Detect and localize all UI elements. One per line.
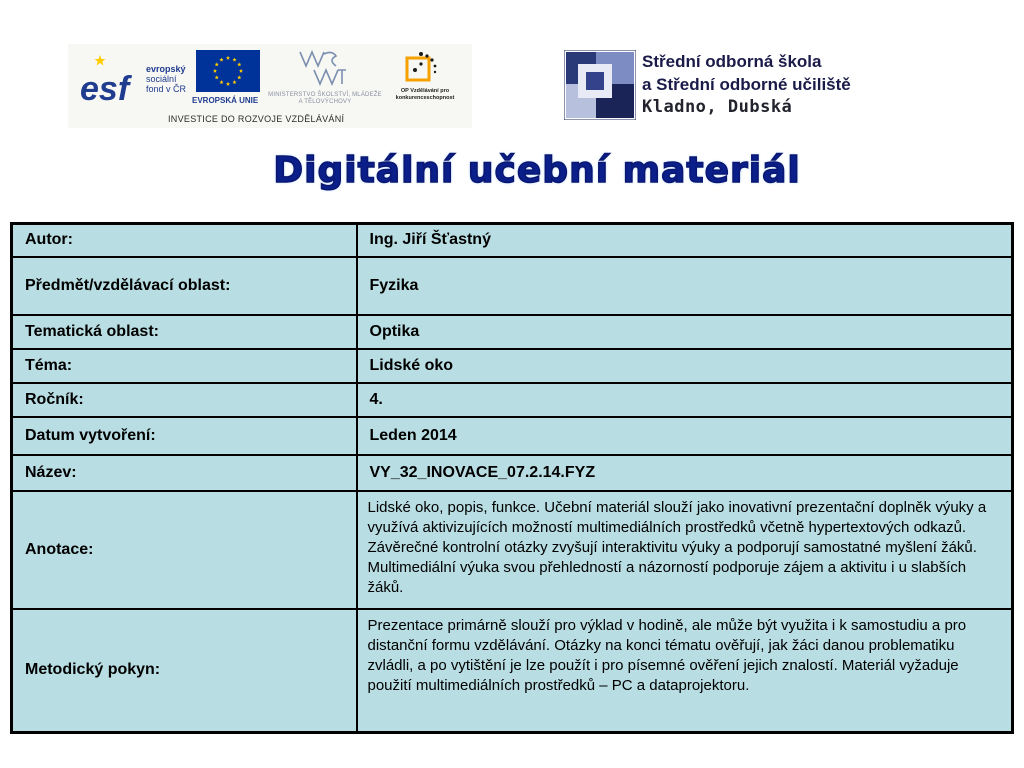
table-row bbox=[12, 257, 1013, 315]
row-label: Autor: bbox=[12, 224, 357, 257]
row-label: Metodický pokyn: bbox=[12, 609, 357, 733]
esf-line: fond v ČR bbox=[146, 84, 187, 94]
school-name-line3: Kladno, Dubská bbox=[642, 97, 793, 117]
row-value: VY_32_INOVACE_07.2.14.FYZ bbox=[357, 455, 1013, 491]
table-row bbox=[12, 315, 1013, 349]
school-name bbox=[642, 50, 851, 119]
row-value: Prezentace primárně slouží pro výklad v hodině, ale může být využita i k samostudiu a pro distanční formu vzdělávání. Otázky na konci tématu ověřují, jak žáci danou problematiku zvládli, a po vytištění je lze použít i pro písemné ověření jejich znalostí. Materiál vyžaduje použití multimediálních prostředků – PC a dataprojektoru. bbox=[357, 609, 1013, 733]
opvk-caption: OP Vzdělávání pro konkurenceschopnost bbox=[395, 88, 455, 101]
table-row bbox=[12, 349, 1013, 383]
row-label: Téma: bbox=[12, 349, 357, 383]
table-row bbox=[12, 383, 1013, 417]
msmt-logo-icon bbox=[294, 48, 350, 88]
svg-text:esf: esf bbox=[80, 70, 130, 104]
investice-caption: INVESTICE DO ROZVOJE VZDĚLÁVÁNÍ bbox=[168, 114, 345, 124]
row-label: Předmět/vzdělávací oblast: bbox=[12, 257, 357, 315]
table-row bbox=[12, 491, 1013, 609]
logo-strip bbox=[68, 44, 472, 128]
row-label: Ročník: bbox=[12, 383, 357, 417]
row-value: Optika bbox=[357, 315, 1013, 349]
row-value: Ing. Jiří Šťastný bbox=[357, 224, 1013, 257]
row-value: 4. bbox=[357, 383, 1013, 417]
row-value: Leden 2014 bbox=[357, 417, 1013, 455]
row-value: Lidské oko, popis, funkce. Učební materiál slouží jako inovativní prezentační doplněk výuky a využívá aktivizujících možností multimediálních prostředků včetně hypertextových odkazů. Závěrečné kontrolní otázky zvyšují interaktivitu výuky a podporují samostatné myšlení žáků. Multimediální výuka svou přehledností a názorností podporuje zájem a aktivitu i u slabších žáků. bbox=[357, 491, 1013, 609]
esf-line: sociální bbox=[146, 74, 177, 84]
row-label: Název: bbox=[12, 455, 357, 491]
eu-flag-icon bbox=[196, 50, 260, 92]
esf-line: evropský bbox=[146, 64, 186, 74]
row-value: Fyzika bbox=[357, 257, 1013, 315]
page-title: Digitální učební materiál bbox=[273, 150, 801, 191]
opvk-logo-icon bbox=[401, 50, 441, 84]
row-label: Tematická oblast: bbox=[12, 315, 357, 349]
table-row bbox=[12, 417, 1013, 455]
school-name-line1: Střední odborná škola bbox=[642, 52, 822, 71]
eu-caption: EVROPSKÁ UNIE bbox=[192, 96, 259, 105]
esf-caption bbox=[146, 64, 196, 94]
esf-logo-icon bbox=[80, 52, 140, 104]
row-label: Anotace: bbox=[12, 491, 357, 609]
info-table bbox=[10, 222, 1014, 734]
row-value: Lidské oko bbox=[357, 349, 1013, 383]
school-name-line2: a Střední odborné učiliště bbox=[642, 75, 851, 94]
table-row bbox=[12, 224, 1013, 257]
school-logo-icon bbox=[564, 50, 636, 120]
msmt-caption: MINISTERSTVO ŠKOLSTVÍ, MLÁDEŽE A TĚLOVÝCHOVY bbox=[268, 92, 382, 105]
table-row bbox=[12, 609, 1013, 733]
row-label: Datum vytvoření: bbox=[12, 417, 357, 455]
table-row bbox=[12, 455, 1013, 491]
